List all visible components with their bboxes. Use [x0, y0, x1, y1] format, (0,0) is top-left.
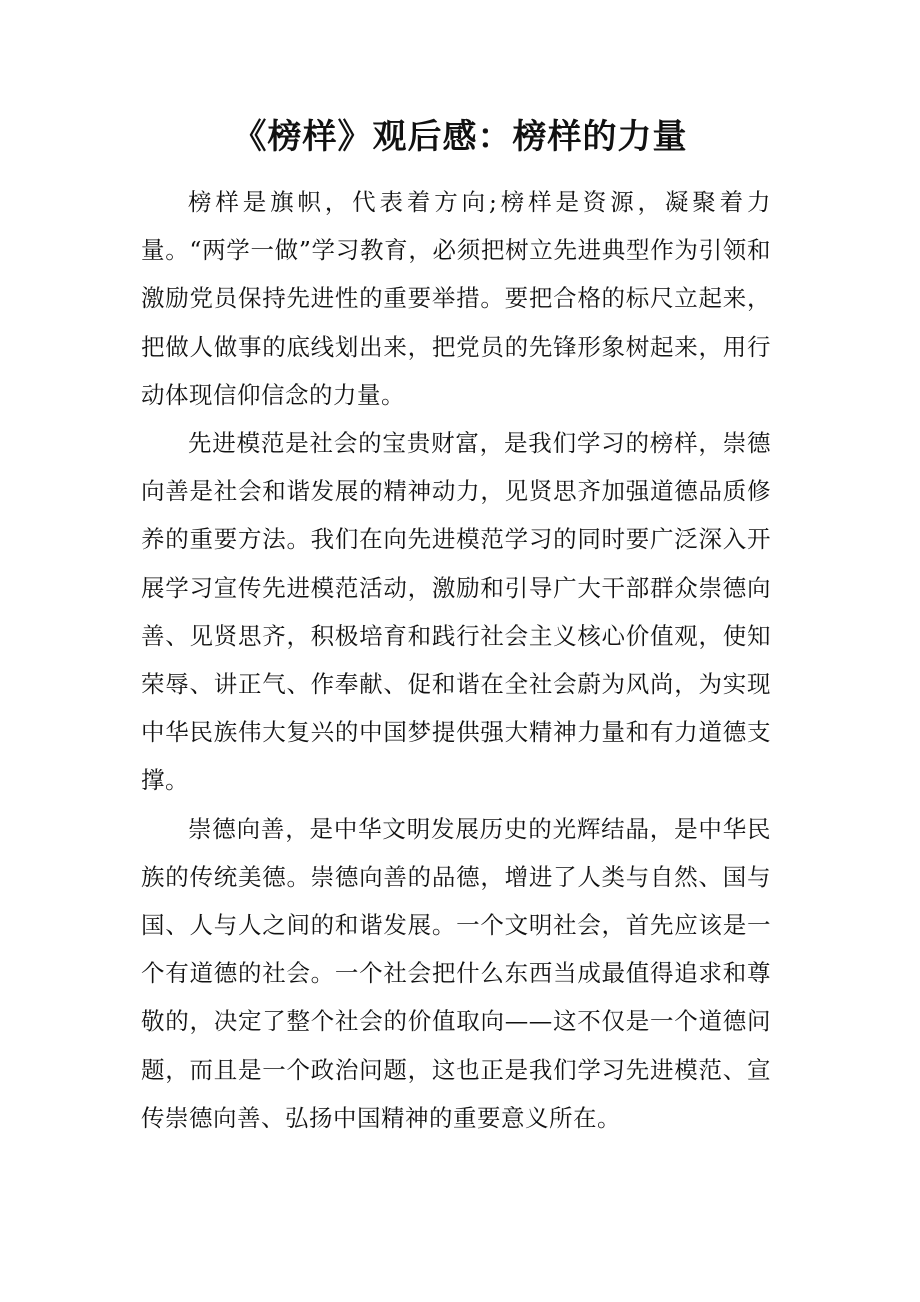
- document-body: [141, 178, 771, 1142]
- paragraph-3: 崇德向善，是中华文明发展历史的光辉结晶，是中华民族的传统美德。崇德向善的品德，增进了人类与自然、国与国、人与人之间的和谐发展。一个文明社会，首先应该是一个有道德的社会。一个社会把什么东西当成最值得追求和尊敬的，决定了整个社会的价值取向——这不仅是一个道德问题，而且是一个政治问题，这也正是我们学习先进模范、宣传崇德向善、弘扬中国精神的重要意义所在。: [141, 814, 771, 1132]
- paragraph-2: 先进模范是社会的宝贵财富，是我们学习的榜样，崇德向善是社会和谐发展的精神动力，见贤思齐加强道德品质修养的重要方法。我们在向先进模范学习的同时要广泛深入开展学习宣传先进模范活动，激励和引导广大干部群众崇德向善、见贤思齐，积极培育和践行社会主义核心价值观，使知荣辱、讲正气、作奉献、促和谐在全社会蔚为风尚，为实现中华民族伟大复兴的中国梦提供强大精神力量和有力道德支撑。: [141, 429, 771, 795]
- document-title: 《榜样》观后感：榜样的力量: [232, 117, 688, 157]
- paragraph-1: 榜样是旗帜，代表着方向;榜样是资源，凝聚着力量。“两学一做”学习教育，必须把树立先进典型作为引领和激励党员保持先进性的重要举措。要把合格的标尺立起来，把做人做事的底线划出来，把党员的先锋形象树起来，用行动体现信仰信念的力量。: [141, 188, 771, 409]
